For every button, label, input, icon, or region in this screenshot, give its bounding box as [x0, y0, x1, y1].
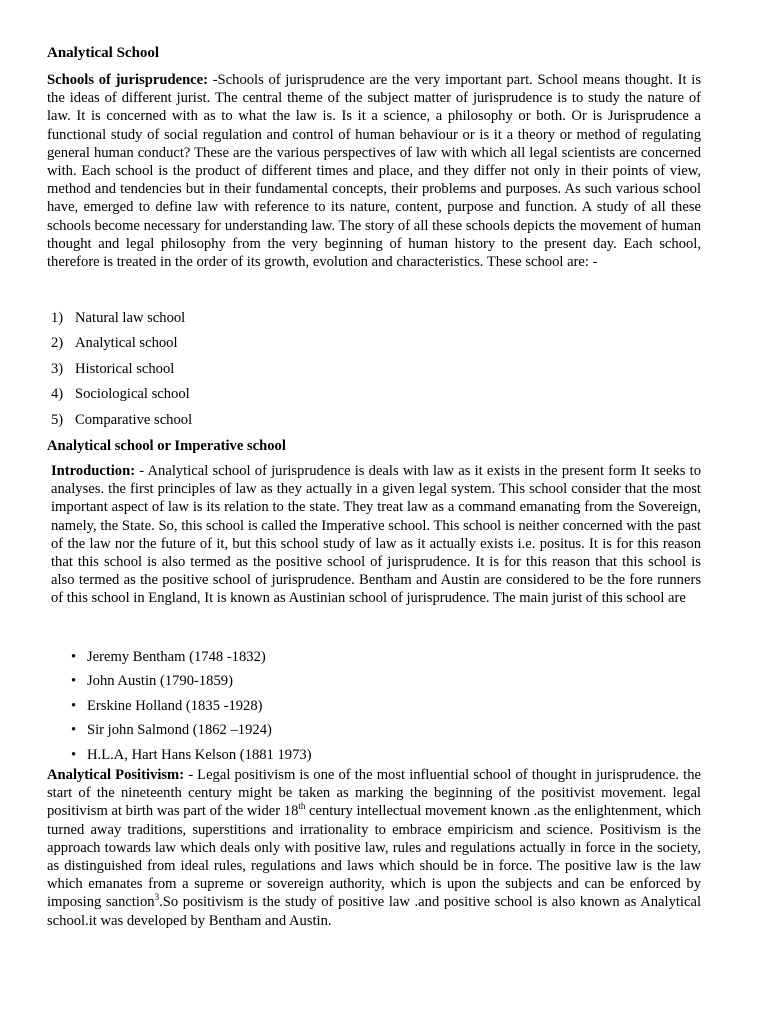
bullet-icon: •: [71, 649, 77, 665]
bullet-icon: •: [71, 722, 77, 739]
list-item: • H.L.A, Hart Hans Kelson (1881 1973): [51, 743, 705, 767]
list-item: • John Austin (1790-1859): [51, 669, 705, 693]
positivism-lead: Analytical Positivism:: [47, 767, 189, 783]
schools-paragraph: [47, 71, 701, 271]
positivism-paragraph: Analytical Positivism: - Legal positivism is one of the most influential school of thought in jurisprudence. the start of the nineteenth century might be taken as marking the beginning of the positivist movement. legal positivism at birth was part of the wider 18th century intellectual movement known .as the enlightenment, which turned away traditions, superstitions and irrationality to embrace empiricism and science. Positivism is the approach towards law which deals only with positive law, rules and regulations actually in force in the society, as distinguished from ideal rules, regulations and laws which should be in force. The positive law is the law which emanates from a supreme or sovereign authority, which is upon the subjects and can be enforced by imposing sanction$^3$.So positivism is the study of positive law .and positive school is also known as Analytical school.it was developed by Bentham and Austin.: [47, 767, 702, 929]
introduction-paragraph: [51, 462, 701, 608]
schools-lead: Schools of jurisprudence:: [47, 72, 213, 88]
list-item: • Erskine Holland (1835 -1928): [51, 694, 705, 718]
bullet-icon: •: [71, 673, 77, 690]
introduction-body: - Analytical school of jurisprudence is deals with law as it exists in the present form It seeks to analyses. the first principles of law as they actually in a given legal system. This school consider that the most important aspect of law is its relation to the state. They treat law as a command emanating from the Sovereign, namely, the State. So, this school is called the Imperative school. This school is neither concerned with the past of the law nor the future of it, but this school study of law as it actually exists i.e. positus. It is for this reason that this school is also termed as the positive school of jurisprudence. It is for this reason that this school is also termed as the positive school of jurisprudence. Bentham and Austin are considered to be the fore runners of this school in England, It is known as Austinian school of jurisprudence. The main jurist of this school are: [51, 463, 701, 607]
bullet-icon: •: [71, 697, 77, 714]
bullet-icon: •: [71, 746, 77, 763]
introduction-lead: Introduction:: [51, 463, 140, 479]
jurists-list: [51, 645, 705, 767]
schools-list: [47, 306, 701, 433]
list-item: 4) Sociological school: [51, 386, 190, 403]
list-item: • Sir john Salmond (1862 –1924): [51, 718, 705, 742]
imperative-heading: Analytical school or Imperative school: [47, 438, 286, 454]
list-item: 3) Historical school: [51, 360, 175, 377]
page-title: Analytical School: [47, 45, 160, 61]
list-item: 5) Comparative school: [51, 411, 193, 428]
schools-body: -Schools of jurisprudence are the very important part. School means thought. It is the ideas of different jurist. The central theme of the subject matter of jurisprudence is to study the nature of law. It is concerned with as to what the law is. Is it a science, a philosophy or both. Or is Jurisprudence a functional study of social regulation and control of human behaviour or is it a theory or method of regulating general human conduct? These are the various perspectives of law with which all legal scientists are concerned with. Each school is the product of different times and place, and they differ not only in their points of view, method and tendencies but in their fundamental concepts, their problems and purposes. As such various school have, emerged to define law with reference to its nature, content, purpose and function. A study of all these schools become necessary for understanding law. The story of all these schools depicts the movement of human thought and legal philosophy from the very beginning of human history to the present day. Each school, therefore is treated in the order of its growth, evolution and characteristics. These school are: -: [47, 72, 701, 271]
list-item: 1) Natural law school: [51, 310, 186, 326]
list-item: 2) Analytical school: [51, 335, 178, 352]
list-item: • Jeremy Bentham (1748 -1832): [51, 645, 705, 669]
